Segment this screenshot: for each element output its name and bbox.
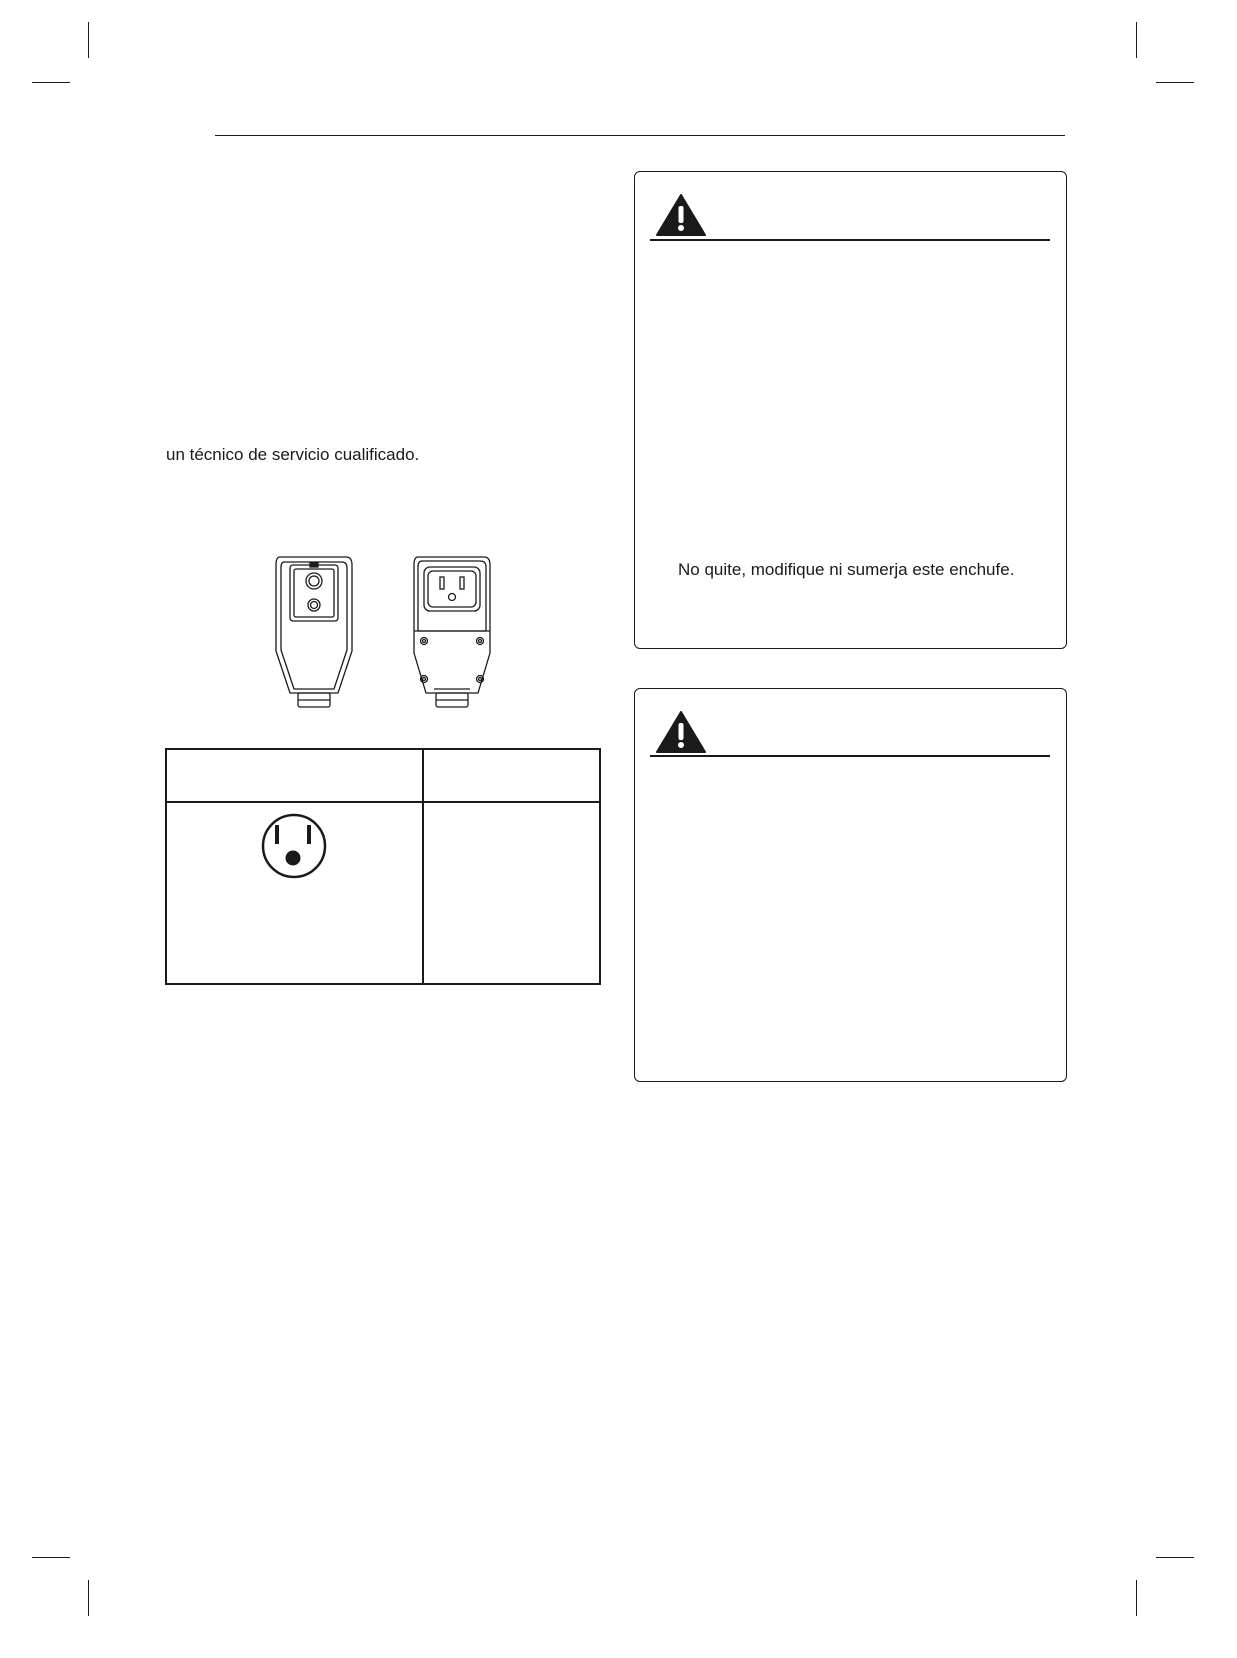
crop-mark-top-left-vertical	[88, 22, 89, 58]
warning-box-1-text: No quite, modifique ni sumerja este enchufe.	[678, 560, 1015, 579]
grounded-outlet-icon	[260, 812, 328, 880]
table-column-divider	[422, 748, 424, 985]
warning-triangle-icon	[655, 710, 707, 754]
crop-mark-top-right-vertical	[1136, 22, 1137, 58]
table-top-border	[165, 748, 601, 750]
plug-illustrations	[270, 553, 500, 715]
crop-mark-top-right-horizontal	[1156, 82, 1194, 83]
crop-mark-bottom-left-vertical	[88, 1580, 89, 1616]
crop-mark-bottom-right-horizontal	[1156, 1557, 1194, 1558]
table-left-border	[165, 748, 167, 985]
crop-mark-bottom-left-horizontal	[32, 1557, 70, 1558]
warning-box-1-rule	[650, 239, 1050, 241]
header-rule	[215, 135, 1065, 136]
warning-box-1	[634, 171, 1067, 649]
crop-mark-bottom-right-vertical	[1136, 1580, 1137, 1616]
table-header-divider	[165, 801, 601, 803]
crop-mark-top-left-horizontal	[32, 82, 70, 83]
table-right-border	[599, 748, 601, 985]
warning-box-2-rule	[650, 755, 1050, 757]
outlet-table	[165, 748, 601, 985]
gfci-plug-front-icon	[272, 553, 356, 713]
warning-triangle-icon	[655, 193, 707, 237]
table-bottom-border	[165, 983, 601, 985]
gfci-plug-back-icon	[410, 553, 494, 713]
warning-box-2	[634, 688, 1067, 1082]
paragraph-line: un técnico de servicio cualificado.	[166, 445, 420, 464]
